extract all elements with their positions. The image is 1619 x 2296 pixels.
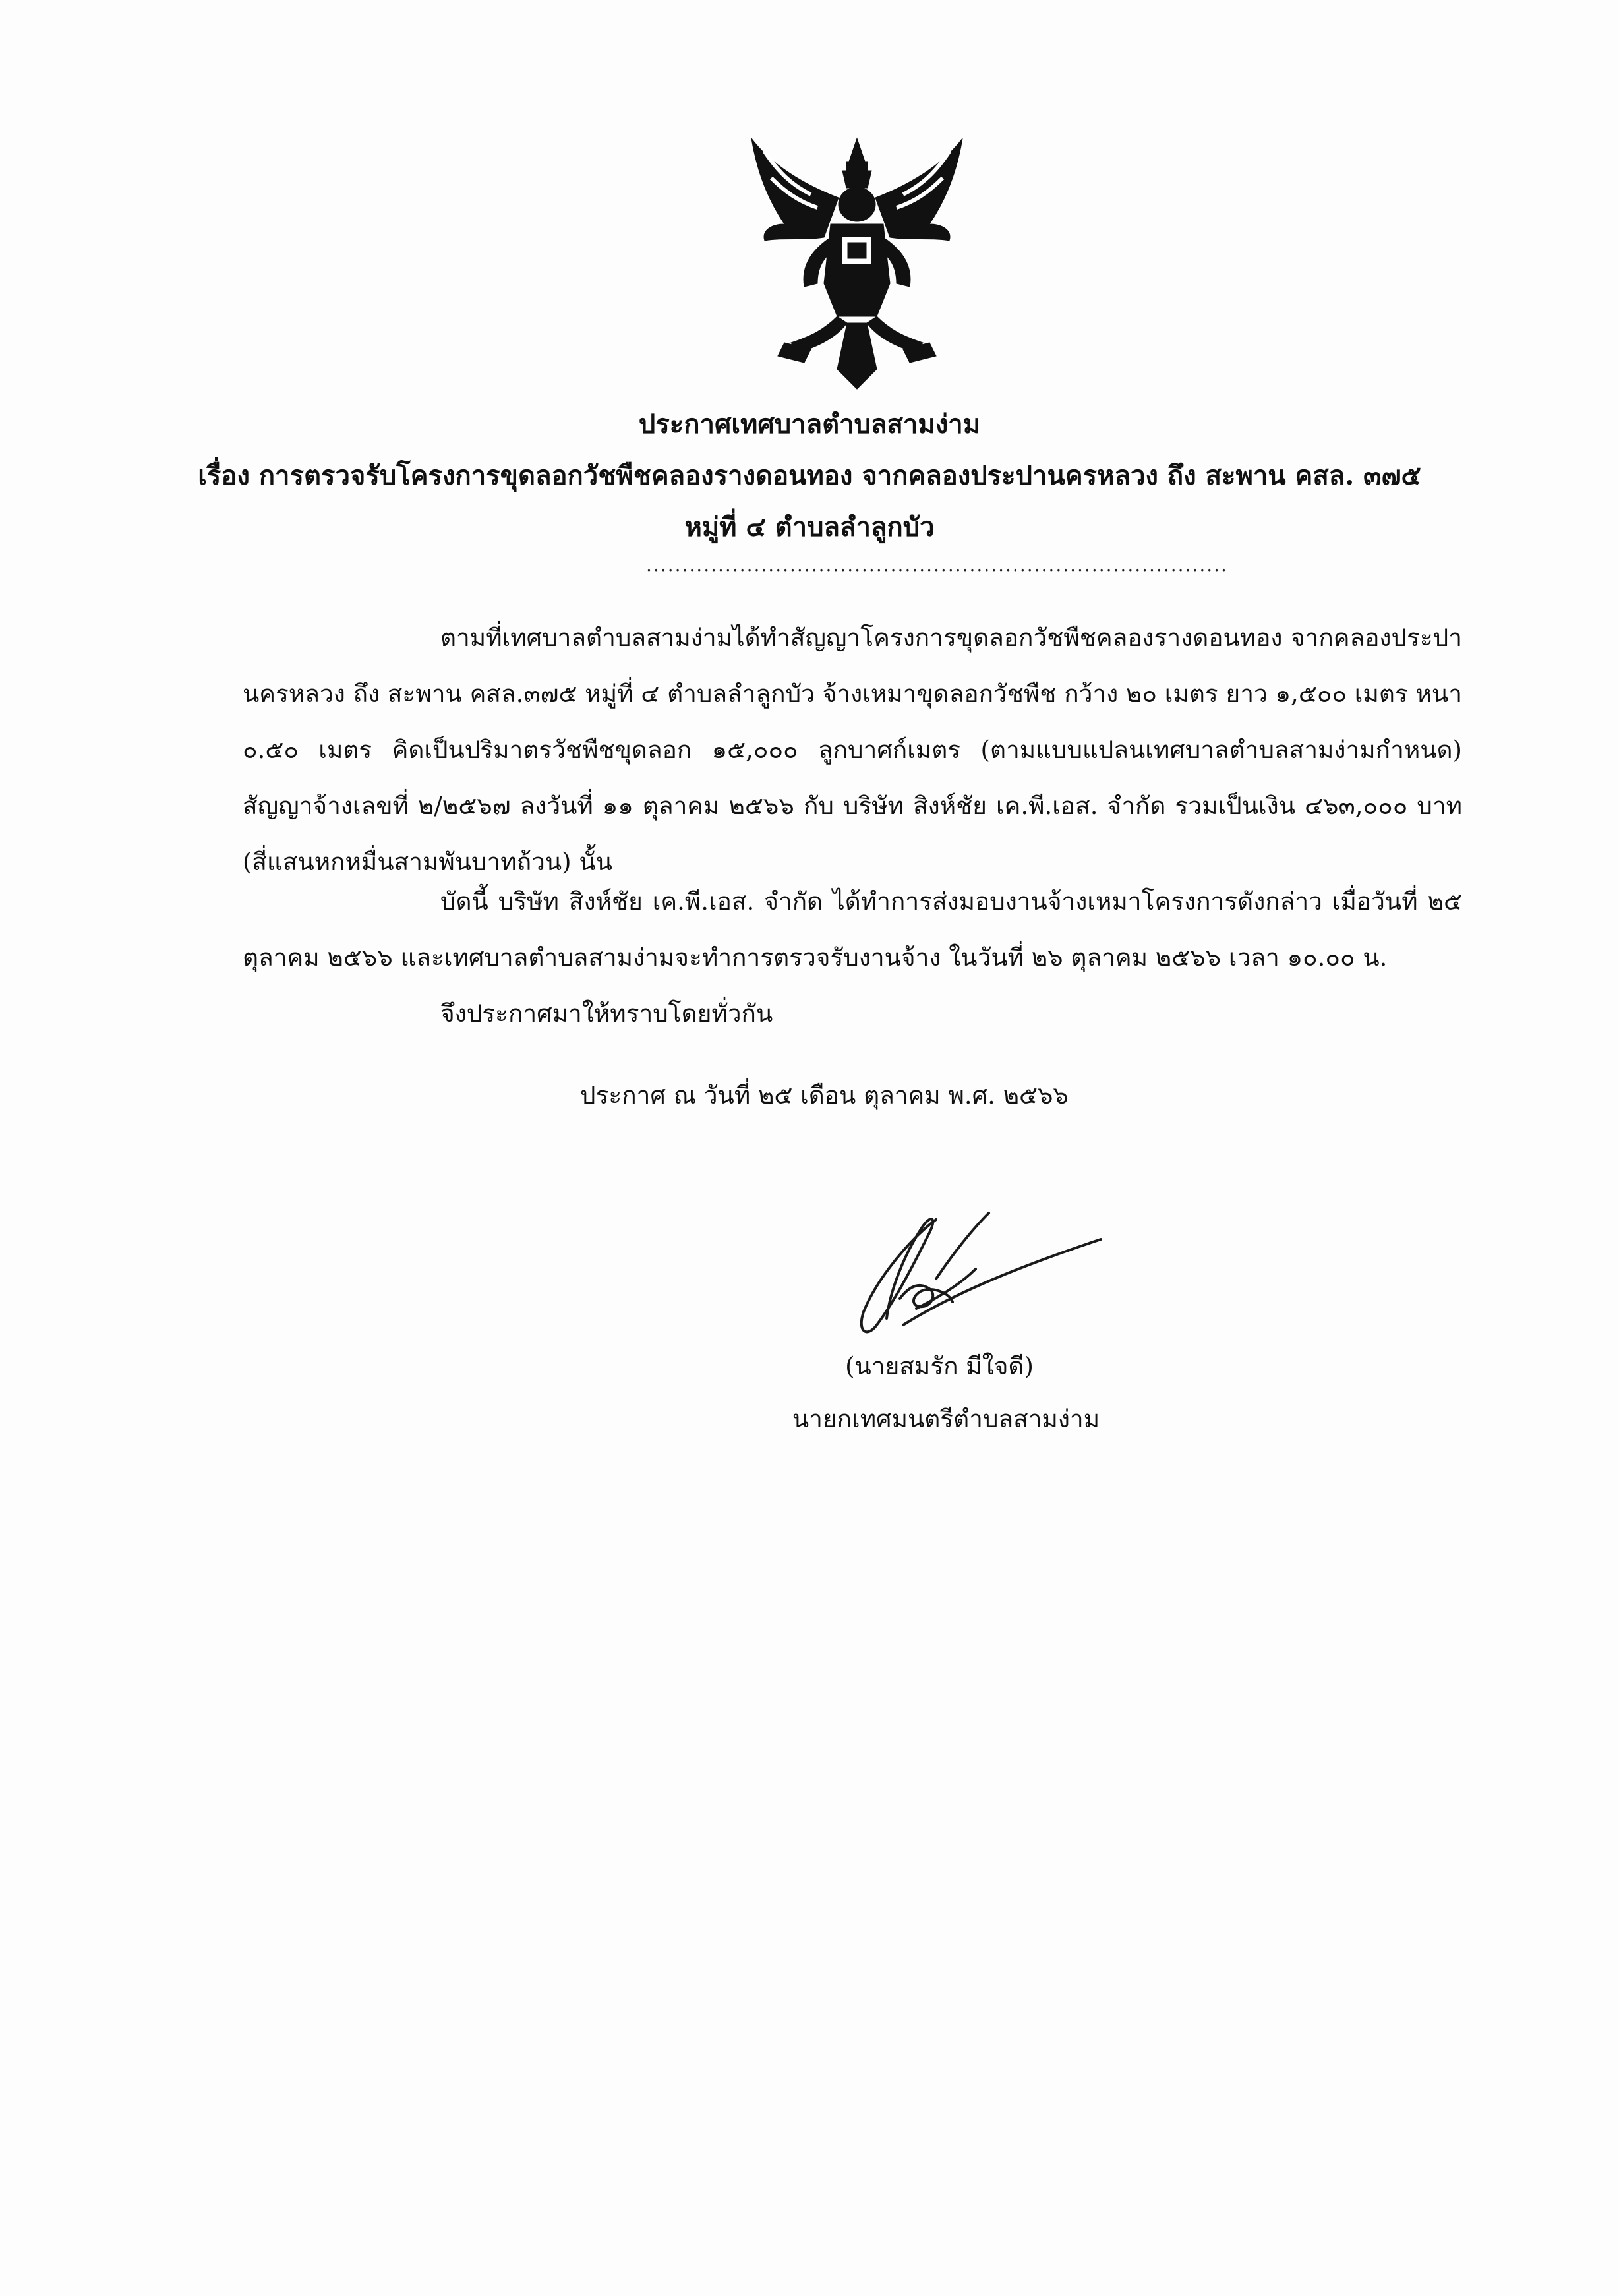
garuda-emblem-icon — [725, 125, 989, 402]
handwritten-signature-icon — [837, 1193, 1114, 1345]
signer-name: (นายสมรัก มีใจดี) — [845, 1352, 1034, 1380]
signer-title: นายกเทศมนตรีตำบลสามง่าม — [792, 1405, 1100, 1433]
body-paragraph-2 — [243, 873, 1462, 986]
announcement-date: ประกาศ ณ วันที่ ๒๕ เดือน ตุลาคม พ.ศ. ๒๕๖๖ — [580, 1081, 1069, 1109]
paragraph-1-text: ตามที่เทศบาลตำบลสามง่ามได้ทำสัญญาโครงการขุดลอกวัชพืชคลองรางดอนทอง จากคลองประปานครหลวง ถึง สะพาน คสล.๓๗๕ หมู่ที่ ๔ ตำบลลำลูกบัว จ้างเหมาขุดลอกวัชพืช กว้าง ๒๐ เมตร ยาว ๑,๕๐๐ เมตร หนา ๐.๕๐ เมตร คิดเป็นปริมาตรวัชพืชขุดลอก ๑๕,๐๐๐ ลูกบาศก์เมตร (ตามแบบแปลนเทศบาลตำบลสามง่ามกำหนด) สัญญาจ้างเลขที่ ๒/๒๕๖๗ ลงวันที่ ๑๑ ตุลาคม ๒๕๖๖ กับ บริษัท สิงห์ชัย เค.พี.เอส. จำกัด รวมเป็นเงิน ๔๖๓,๐๐๐ บาท (สี่แสนหกหมื่นสามพันบาทถ้วน) นั้น — [243, 624, 1462, 876]
announcement-title: ประกาศเทศบาลตำบลสามง่าม — [638, 409, 981, 440]
body-paragraph-1 — [243, 610, 1462, 890]
separator-line: ................................................................................. — [646, 554, 1228, 575]
announcement-location: หมู่ที่ ๔ ตำบลลำลูกบัว — [684, 512, 935, 543]
paragraph-2-text: บัดนี้ บริษัท สิงห์ชัย เค.พี.เอส. จำกัด ได้ทำการส่งมอบงานจ้างเหมาโครงการดังกล่าว เมื่อวันที่ ๒๕ ตุลาคม ๒๕๖๖ และเทศบาลตำบลสามง่ามจะทำการตรวจรับงานจ้าง ในวันที่ ๒๖ ตุลาคม ๒๕๖๖ เวลา ๑๐.๐๐ น. — [243, 887, 1462, 972]
body-paragraph-3: จึงประกาศมาให้ทราบโดยทั่วกัน — [440, 999, 773, 1028]
announcement-subject: เรื่อง การตรวจรับโครงการขุดลอกวัชพืชคลองรางดอนทอง จากคลองประปานครหลวง ถึง สะพาน คสล. ๓๗๕ — [198, 460, 1421, 491]
